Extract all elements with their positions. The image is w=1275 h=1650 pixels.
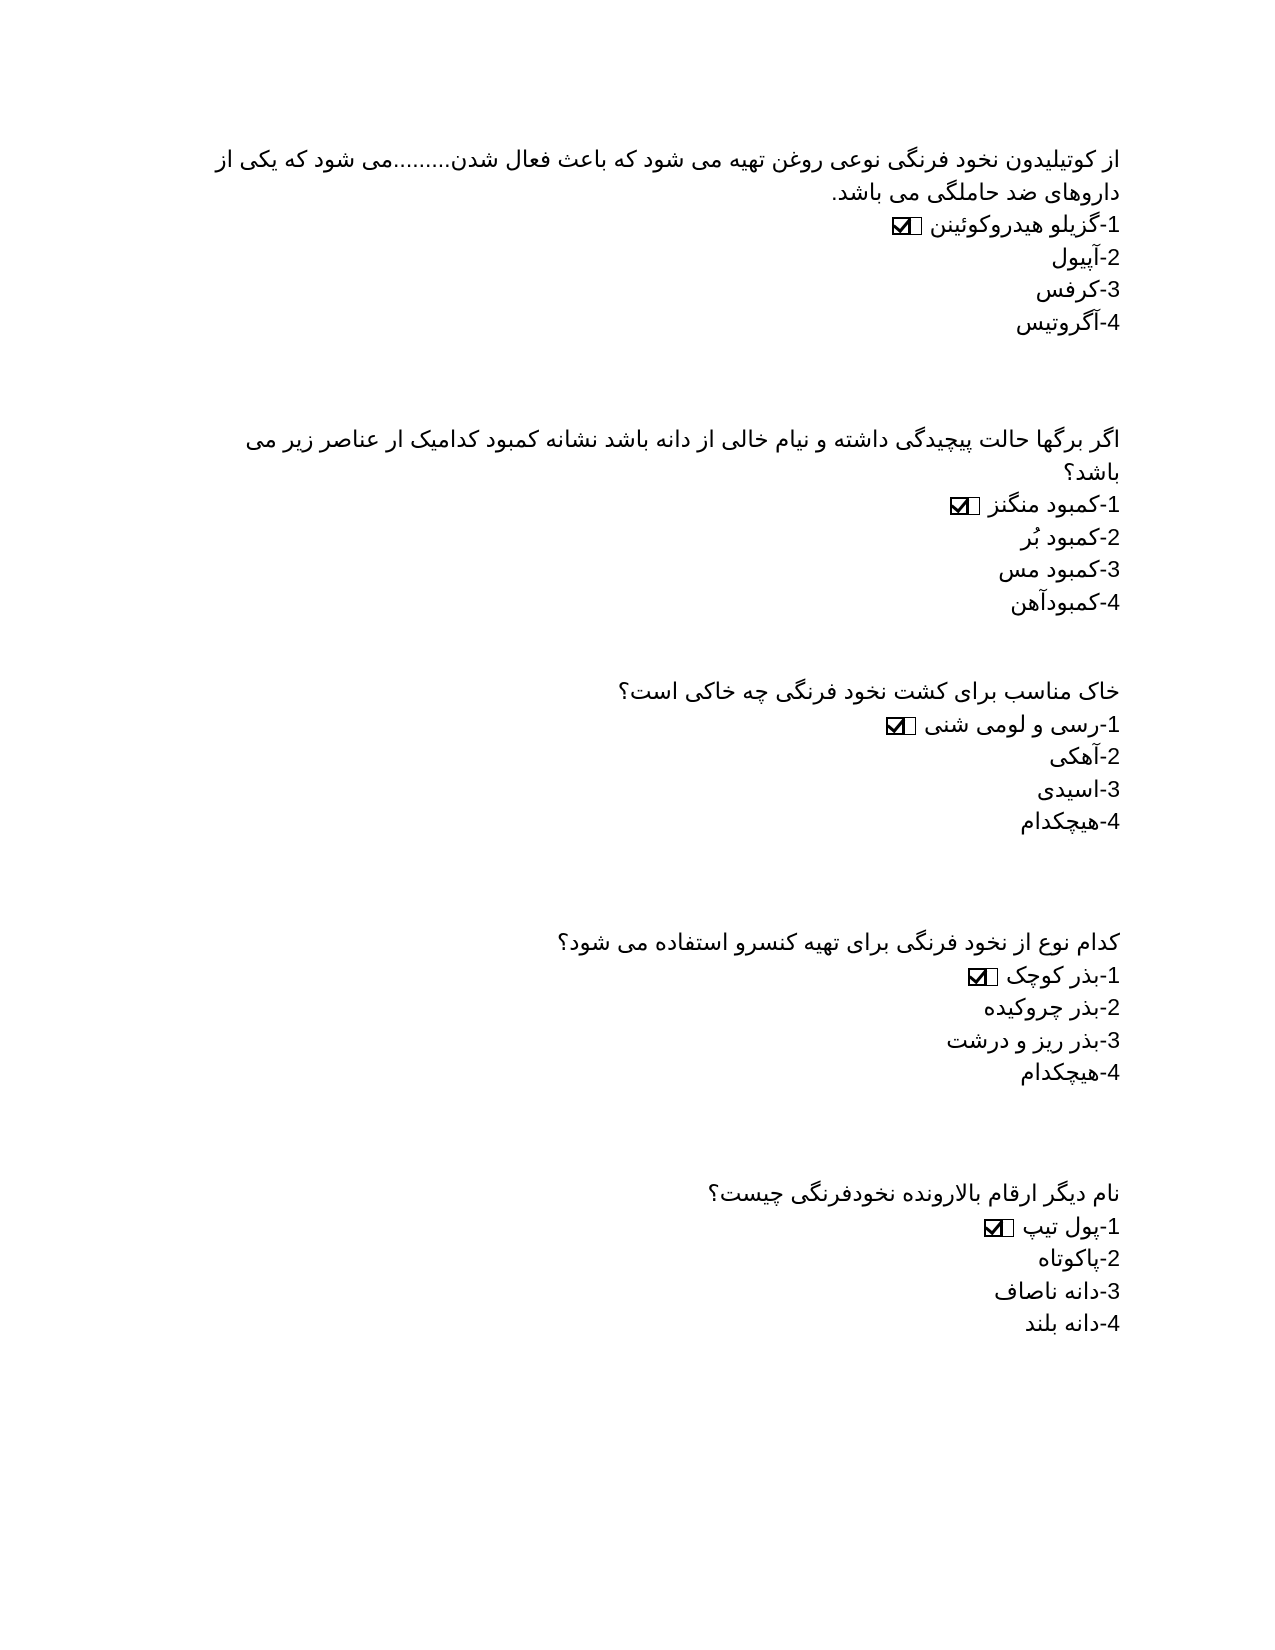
question-text: از کوتیلیدون نخود فرنگی نوعی روغن تهیه می شود که باعث فعال شدن.........می شود که یکی از داروهای ضد حاملگی می باشد. <box>209 146 1120 205</box>
option-1 <box>200 1210 1120 1243</box>
option-2: 2-آهکی <box>1049 743 1120 769</box>
option-3: 3-اسیدی <box>1036 775 1120 802</box>
option-1 <box>200 488 1120 521</box>
answer-mark <box>950 488 984 521</box>
answer-mark <box>892 208 926 241</box>
question-1 <box>200 143 1120 338</box>
option-3: 3-کمبود مس <box>998 556 1120 582</box>
option-label: 1-گزیلو هیدروکوئینن <box>929 211 1120 237</box>
option-3: 3-دانه ناصاف <box>994 1277 1120 1304</box>
option-2: 2-بذر چروکیده <box>983 994 1120 1020</box>
question-4 <box>200 926 1120 1089</box>
question-text: نام دیگر ارقام بالارونده نخودفرنگی چیست؟ <box>707 1180 1120 1206</box>
option-4: 4-هیچکدام <box>1020 808 1120 834</box>
empty-box-icon <box>986 968 998 986</box>
checkbox-checked-icon <box>968 968 986 986</box>
option-2: 2-پاکوتاه <box>1037 1245 1120 1271</box>
checkbox-checked-icon <box>886 717 904 735</box>
checkbox-checked-icon <box>984 1219 1002 1237</box>
option-2: 2-کمبود بُر <box>1020 523 1120 550</box>
question-2 <box>200 423 1120 618</box>
question-3 <box>200 675 1120 838</box>
option-label: 1-بذر کوچک <box>1005 961 1120 988</box>
option-label: 1-کمبود منگنز <box>988 491 1120 517</box>
question-text: کدام نوع از نخود فرنگی برای تهیه کنسرو استفاده می شود؟ <box>557 929 1120 955</box>
answer-mark <box>984 1210 1018 1243</box>
question-5 <box>200 1177 1120 1340</box>
question-text: خاک مناسب برای کشت نخود فرنگی چه خاکی است؟ <box>617 678 1120 704</box>
empty-box-icon <box>968 497 980 515</box>
option-4: 4-دانه بلند <box>1024 1310 1120 1336</box>
option-1 <box>200 708 1120 741</box>
option-4: 4-کمبودآهن <box>1010 588 1120 615</box>
question-text: اگر برگها حالت پیچیدگی داشته و نیام خالی از دانه باشد نشانه کمبود کدامیک ار عناصر زیر می باشد؟ <box>238 426 1120 485</box>
empty-box-icon <box>1002 1219 1014 1237</box>
option-2: 2-آپیول <box>1051 243 1120 270</box>
checkbox-checked-icon <box>950 497 968 515</box>
answer-mark <box>968 959 1002 992</box>
option-1 <box>200 208 1120 241</box>
option-3: 3-کرفس <box>1035 276 1120 302</box>
option-label: 1-رسی و لومی شنی <box>923 710 1120 737</box>
option-4: 4-آگروتیس <box>1015 308 1120 335</box>
option-1 <box>200 959 1120 992</box>
answer-mark <box>886 708 920 741</box>
checkbox-checked-icon <box>892 217 910 235</box>
empty-box-icon <box>904 717 916 735</box>
option-3: 3-بذر ریز و درشت <box>946 1026 1120 1053</box>
option-4: 4-هیچکدام <box>1020 1059 1120 1085</box>
option-label: 1-پول تیپ <box>1022 1212 1120 1239</box>
